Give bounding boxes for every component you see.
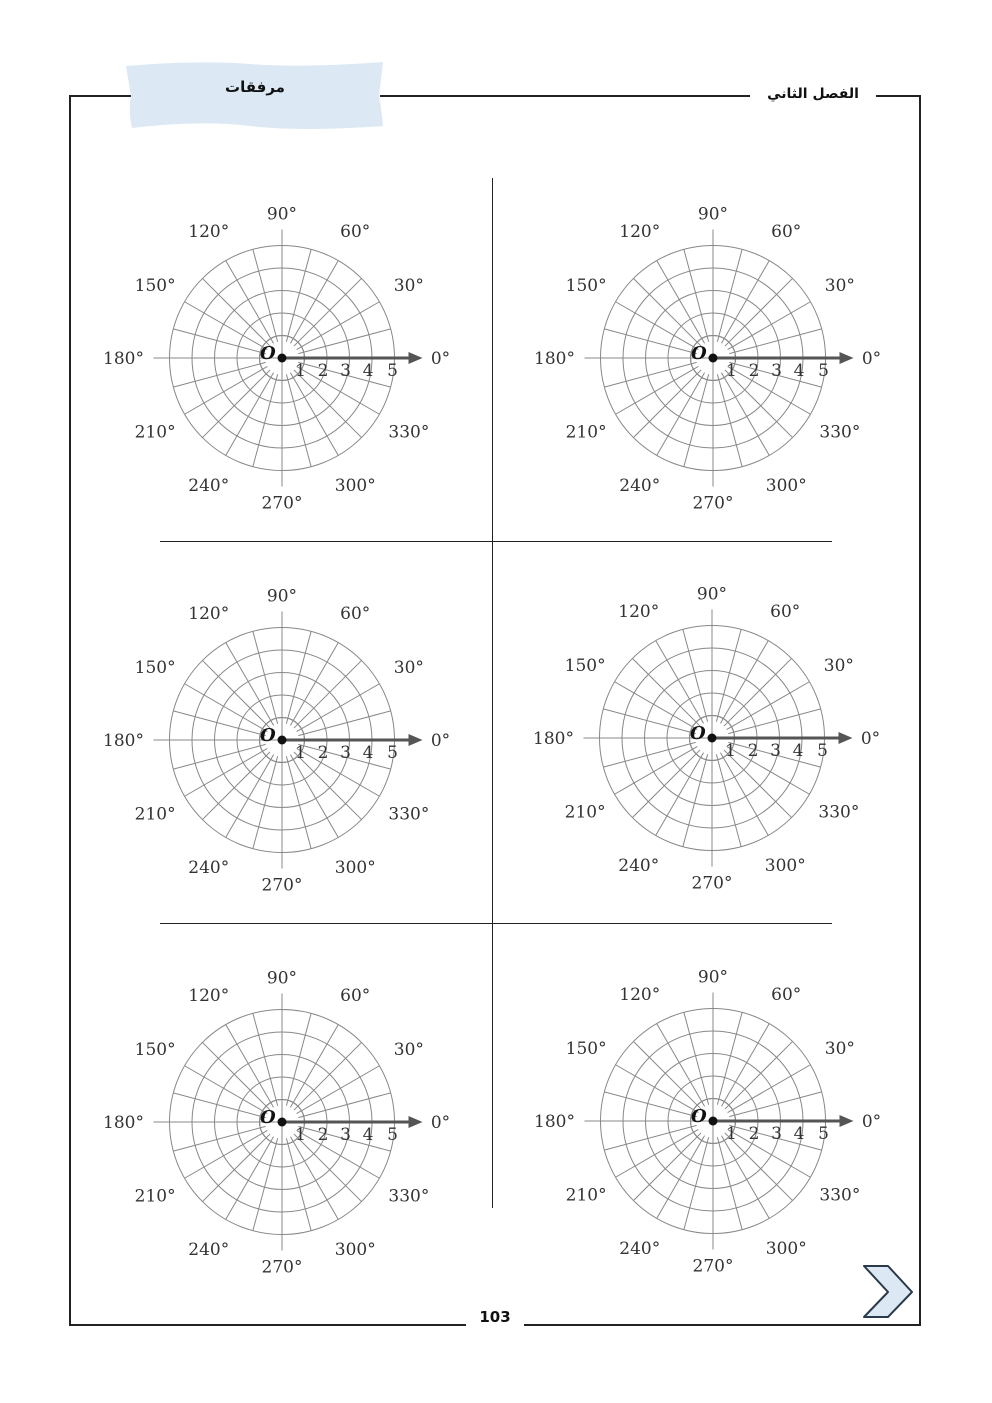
- radius-label: 2: [748, 1124, 760, 1144]
- origin-dot: [278, 736, 287, 745]
- grid-spoke: [202, 278, 270, 346]
- angle-label: 90°: [266, 204, 298, 225]
- grid-spoke: [720, 641, 768, 724]
- angle-label: 270°: [261, 1257, 303, 1278]
- polar-grid-svg: [103, 952, 452, 1292]
- angle-label: 150°: [134, 657, 176, 678]
- arrow-head-icon: [409, 734, 423, 746]
- angle-label: 270°: [261, 493, 303, 514]
- grid-spoke: [202, 660, 270, 728]
- grid-spoke: [657, 261, 705, 344]
- grid-spoke: [294, 660, 362, 728]
- angle-label: 270°: [691, 873, 733, 894]
- angle-label: 0°: [860, 729, 881, 749]
- angle-label: 30°: [823, 655, 854, 676]
- grid-spoke: [616, 302, 699, 350]
- radius-label: 4: [793, 1124, 805, 1144]
- radius-label: 5: [817, 741, 828, 761]
- radius-label: 3: [340, 743, 351, 763]
- radius-label: 3: [771, 1124, 782, 1144]
- vertical-divider: [492, 178, 493, 1208]
- grid-spoke: [725, 1041, 793, 1109]
- angle-label: 300°: [334, 857, 376, 878]
- angle-label: 270°: [692, 493, 734, 514]
- angle-label: 210°: [134, 1186, 176, 1207]
- angle-label: 180°: [103, 349, 144, 369]
- polar-grid-svg: [534, 188, 883, 528]
- angle-label: 60°: [340, 604, 371, 625]
- grid-spoke: [297, 1066, 380, 1114]
- origin-dot: [709, 1117, 718, 1126]
- arrow-head-icon: [409, 1116, 423, 1128]
- radius-label: 4: [362, 361, 374, 381]
- grid-spoke: [725, 278, 793, 346]
- angle-label: 150°: [565, 1038, 607, 1059]
- origin-dot: [709, 354, 718, 363]
- polar-grid-svg: [534, 951, 883, 1291]
- radius-label: 3: [340, 1125, 351, 1145]
- radius-label: 1: [725, 741, 736, 761]
- grid-spoke: [728, 1065, 811, 1113]
- angle-label: 270°: [692, 1256, 734, 1277]
- grid-spoke: [226, 1025, 274, 1108]
- grid-spoke: [226, 643, 274, 726]
- radius-label: 1: [295, 361, 306, 381]
- origin-label: O: [691, 343, 707, 364]
- frame-left: [69, 95, 71, 1326]
- origin-label: O: [691, 1106, 707, 1127]
- polar-grid-3[interactable]: [103, 570, 452, 910]
- header-tab-label: مرفقات: [225, 78, 285, 96]
- grid-spoke: [290, 755, 338, 838]
- angle-label: 240°: [619, 1238, 661, 1259]
- polar-grid-2[interactable]: [534, 188, 883, 528]
- angle-label: 90°: [697, 967, 729, 988]
- grid-spoke: [202, 1134, 270, 1202]
- angle-label: 0°: [861, 349, 882, 369]
- grid-spoke: [297, 302, 380, 350]
- polar-grid-4[interactable]: [533, 568, 882, 908]
- grid-spoke: [185, 1066, 268, 1114]
- angle-label: 300°: [765, 1238, 807, 1259]
- grid-spoke: [721, 1136, 769, 1219]
- radius-label: 2: [748, 361, 760, 381]
- grid-spoke: [202, 752, 270, 820]
- angle-label: 30°: [393, 657, 424, 678]
- angle-label: 330°: [819, 1185, 861, 1206]
- grid-spoke: [615, 682, 698, 730]
- grid-spoke: [633, 278, 701, 346]
- angle-label: 120°: [618, 602, 660, 623]
- polar-grid-5[interactable]: [103, 952, 452, 1292]
- grid-spoke: [616, 1065, 699, 1113]
- angle-label: 210°: [134, 422, 176, 443]
- angle-label: 90°: [697, 204, 729, 225]
- polar-grid-1[interactable]: [103, 188, 452, 528]
- angle-label: 60°: [771, 222, 802, 243]
- angle-label: 120°: [619, 222, 661, 243]
- grid-spoke: [297, 684, 380, 732]
- grid-spoke: [721, 1024, 769, 1107]
- grid-spoke: [226, 755, 274, 838]
- angle-label: 210°: [565, 1185, 607, 1206]
- radius-label: 2: [747, 741, 759, 761]
- horizontal-divider-2: [160, 923, 832, 924]
- grid-spoke: [185, 302, 268, 350]
- angle-label: 240°: [188, 1239, 230, 1260]
- angle-label: 90°: [266, 968, 298, 989]
- radius-label: 3: [771, 361, 782, 381]
- grid-spoke: [632, 658, 700, 726]
- grid-spoke: [290, 1137, 338, 1220]
- grid-spoke: [615, 746, 698, 794]
- radius-label: 5: [818, 361, 829, 381]
- grid-spoke: [632, 750, 700, 818]
- origin-dot: [708, 734, 717, 743]
- grid-spoke: [656, 641, 704, 724]
- angle-label: 300°: [765, 475, 807, 496]
- angle-label: 300°: [764, 855, 806, 876]
- angle-label: 120°: [188, 986, 230, 1007]
- angle-label: 0°: [861, 1112, 882, 1132]
- radius-label: 1: [295, 1125, 306, 1145]
- grid-spoke: [616, 366, 699, 414]
- angle-label: 210°: [565, 422, 607, 443]
- radius-label: 5: [387, 361, 398, 381]
- angle-label: 270°: [261, 875, 303, 896]
- grid-spoke: [633, 1041, 701, 1109]
- grid-spoke: [294, 1042, 362, 1110]
- grid-spoke: [185, 748, 268, 796]
- polar-grid-6[interactable]: [534, 951, 883, 1291]
- grid-spoke: [226, 261, 274, 344]
- angle-label: 90°: [696, 584, 728, 605]
- radius-label: 3: [770, 741, 781, 761]
- origin-label: O: [260, 343, 276, 364]
- grid-spoke: [616, 1129, 699, 1177]
- origin-label: O: [260, 1107, 276, 1128]
- angle-label: 60°: [340, 222, 371, 243]
- origin-label: O: [260, 725, 276, 746]
- angle-label: 120°: [188, 222, 230, 243]
- radius-label: 4: [792, 741, 804, 761]
- radius-label: 5: [387, 743, 398, 763]
- polar-grid-svg: [103, 570, 452, 910]
- header-tab: [0, 0, 992, 160]
- origin-dot: [278, 1118, 287, 1127]
- radius-label: 1: [726, 361, 737, 381]
- radius-label: 1: [295, 743, 306, 763]
- angle-label: 330°: [819, 422, 861, 443]
- angle-label: 150°: [134, 275, 176, 296]
- grid-spoke: [657, 1024, 705, 1107]
- polar-grid-svg: [103, 188, 452, 528]
- radius-label: 4: [362, 743, 374, 763]
- grid-spoke: [294, 278, 362, 346]
- grid-spoke: [721, 373, 769, 456]
- angle-label: 60°: [340, 986, 371, 1007]
- angle-label: 180°: [103, 731, 144, 751]
- grid-spoke: [185, 366, 268, 414]
- radius-label: 2: [317, 361, 329, 381]
- angle-label: 210°: [564, 802, 606, 823]
- grid-spoke: [720, 753, 768, 836]
- arrow-head-icon: [840, 1115, 854, 1127]
- grid-spoke: [657, 373, 705, 456]
- horizontal-divider-1: [160, 541, 832, 542]
- angle-label: 120°: [619, 985, 661, 1006]
- grid-spoke: [290, 261, 338, 344]
- arrow-head-icon: [840, 352, 854, 364]
- grid-spoke: [185, 1130, 268, 1178]
- angle-label: 120°: [188, 604, 230, 625]
- angle-label: 300°: [334, 475, 376, 496]
- angle-label: 330°: [388, 1186, 430, 1207]
- angle-label: 180°: [533, 729, 574, 749]
- angle-label: 0°: [430, 731, 451, 751]
- angle-label: 180°: [534, 1112, 575, 1132]
- angle-label: 330°: [818, 802, 860, 823]
- angle-label: 90°: [266, 586, 298, 607]
- origin-dot: [278, 354, 287, 363]
- grid-spoke: [290, 1025, 338, 1108]
- angle-label: 150°: [565, 275, 607, 296]
- frame-right: [919, 95, 921, 1326]
- grid-spoke: [202, 370, 270, 438]
- grid-spoke: [633, 370, 701, 438]
- angle-label: 60°: [770, 602, 801, 623]
- grid-spoke: [633, 1133, 701, 1201]
- angle-label: 330°: [388, 422, 430, 443]
- angle-label: 180°: [534, 349, 575, 369]
- radius-label: 5: [818, 1124, 829, 1144]
- arrow-head-icon: [409, 352, 423, 364]
- grid-spoke: [724, 658, 792, 726]
- origin-label: O: [690, 723, 706, 744]
- angle-label: 240°: [188, 475, 230, 496]
- angle-label: 210°: [134, 804, 176, 825]
- grid-spoke: [727, 682, 810, 730]
- grid-spoke: [202, 1042, 270, 1110]
- radius-label: 1: [726, 1124, 737, 1144]
- page-number: 103: [466, 1308, 524, 1326]
- chevron-right-icon[interactable]: [864, 1266, 912, 1317]
- angle-label: 30°: [824, 275, 855, 296]
- radius-label: 4: [362, 1125, 374, 1145]
- grid-spoke: [185, 684, 268, 732]
- grid-spoke: [290, 373, 338, 456]
- chapter-title: الفصل الثاني: [750, 86, 876, 102]
- radius-label: 2: [317, 1125, 329, 1145]
- grid-spoke: [290, 643, 338, 726]
- angle-label: 240°: [619, 475, 661, 496]
- radius-label: 3: [340, 361, 351, 381]
- grid-spoke: [226, 1137, 274, 1220]
- grid-spoke: [721, 261, 769, 344]
- grid-spoke: [657, 1136, 705, 1219]
- arrow-head-icon: [839, 732, 853, 744]
- angle-label: 30°: [824, 1038, 855, 1059]
- angle-label: 330°: [388, 804, 430, 825]
- radius-label: 2: [317, 743, 329, 763]
- polar-grid-svg: [533, 568, 882, 908]
- grid-spoke: [728, 302, 811, 350]
- radius-label: 4: [793, 361, 805, 381]
- grid-spoke: [656, 753, 704, 836]
- angle-label: 0°: [430, 349, 451, 369]
- angle-label: 180°: [103, 1113, 144, 1133]
- angle-label: 0°: [430, 1113, 451, 1133]
- angle-label: 150°: [564, 655, 606, 676]
- angle-label: 30°: [393, 275, 424, 296]
- grid-spoke: [226, 373, 274, 456]
- angle-label: 240°: [188, 857, 230, 878]
- angle-label: 30°: [393, 1039, 424, 1060]
- angle-label: 60°: [771, 985, 802, 1006]
- angle-label: 150°: [134, 1039, 176, 1060]
- angle-label: 240°: [618, 855, 660, 876]
- radius-label: 5: [387, 1125, 398, 1145]
- angle-label: 300°: [334, 1239, 376, 1260]
